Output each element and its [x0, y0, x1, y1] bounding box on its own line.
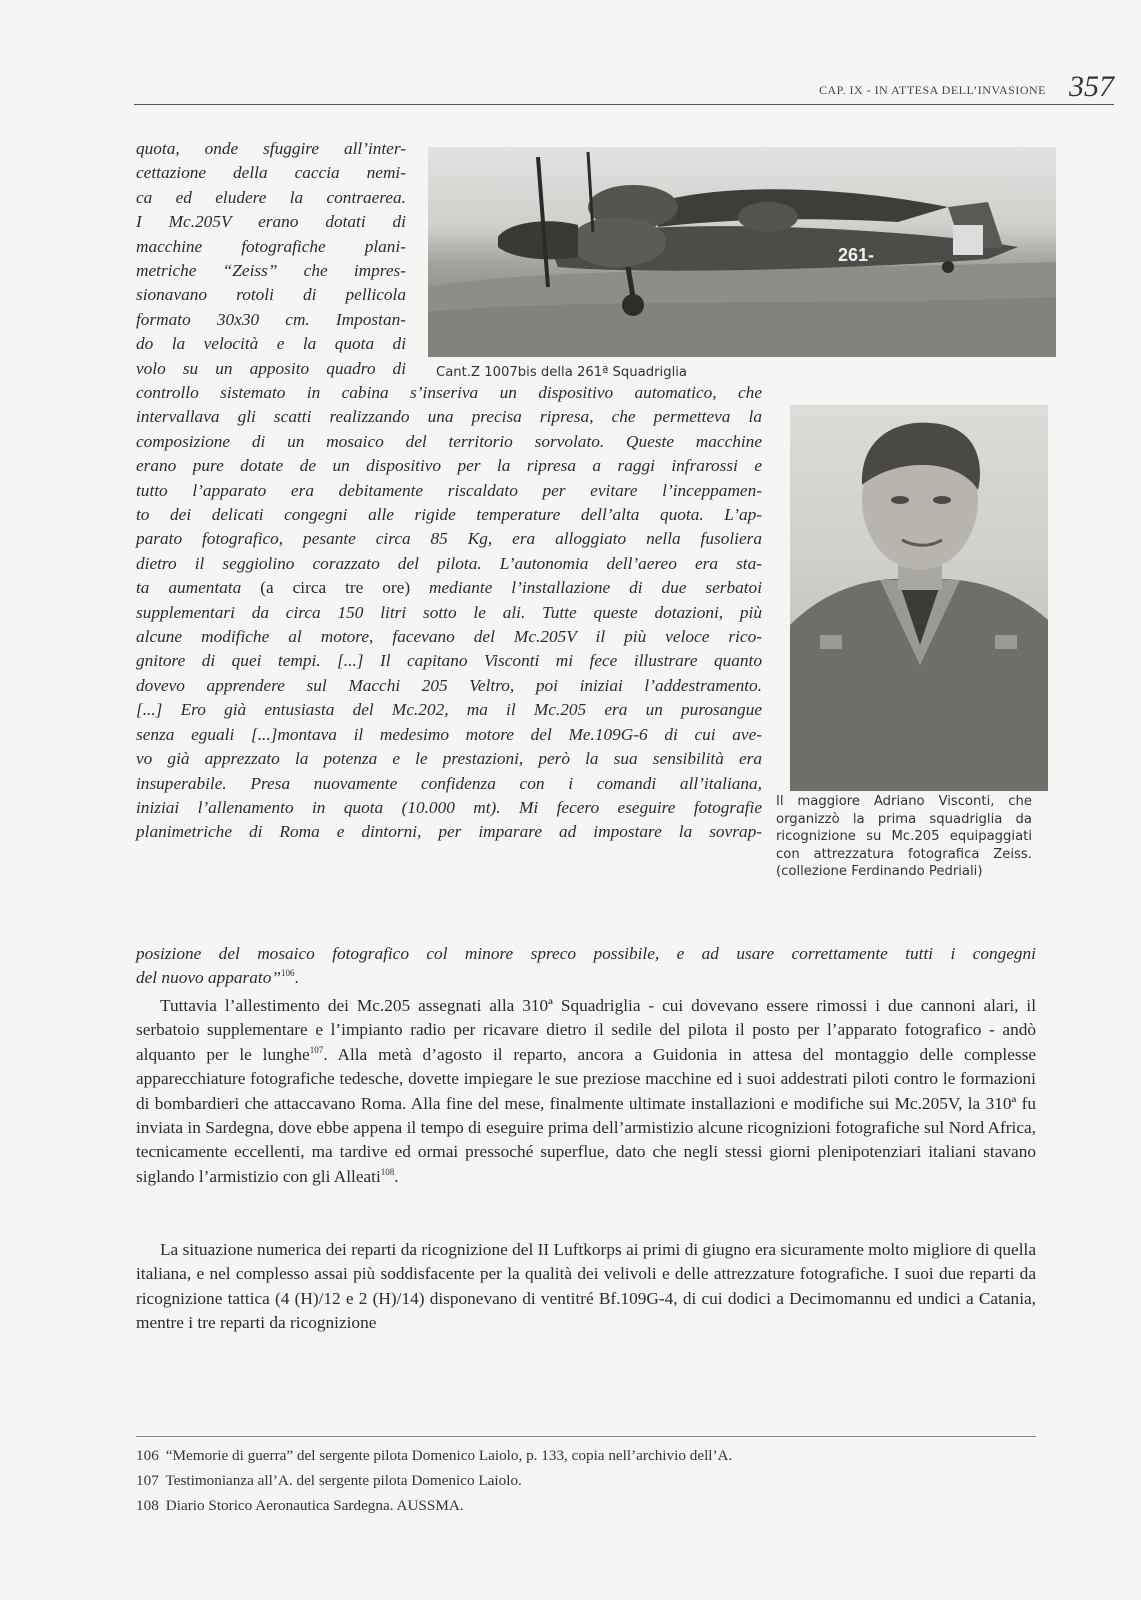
page-number: 357: [1069, 70, 1114, 103]
aircraft-photo-caption: Cant.Z 1007bis della 261ª Squadriglia: [436, 365, 687, 380]
footnote-ref-107[interactable]: 107: [309, 1044, 324, 1055]
footnote-107: 107 Testimonianza all’A. del sergente pilota Domenico Laiolo.: [136, 1472, 522, 1489]
portrait-photo-caption: Il maggiore Adriano Visconti, che organizzò la prima squadriglia da ricognizione su Mc.205 equipaggiati con attrezzatura fotografica Zeiss. (collezione Ferdinando Pedriali): [776, 794, 1032, 879]
footnote-ref-106[interactable]: 106: [280, 968, 295, 979]
aircraft-photo: [428, 147, 1056, 357]
quote-line-mixed: ta aumentata (a circa tre ore) mediante l’installazione di due serbatoi: [136, 578, 763, 598]
aircraft-marking: 261-: [838, 245, 875, 265]
quote-bottom-block: posizione del mosaico fotografico col minore spreco possibile, e ad usare correttamente tutti i congegni del nuovo apparato”$^{106}$.: [136, 942, 1036, 991]
running-title: CAP. IX - IN ATTESA DELL’INVASIONE: [818, 83, 1046, 97]
body-paragraph-2: La situazione numerica dei reparti da ricognizione del II Luftkorps ai primi di giugno era sicuramente molto migliore di quella italiana, e nel complesso assai più soddisfacente per la qualità dei velivoli e delle attrezzature fotografiche. I suoi due reparti da ricognizione tattica (4 (H)/12 e 2 (H)/14) disponevano di ventitré Bf.109G-4, di cui dodici a Decimomannu ed undici a Catania, mentre i tre reparti da ricognizione: [136, 1240, 1036, 1333]
footnotes: [136, 1436, 1036, 1518]
quote-last-line: del nuovo apparato”$^{106}$.: [136, 968, 299, 988]
footnote-108: 108 Diario Storico Aeronautica Sardegna. AUSSMA.: [136, 1497, 464, 1514]
quote-top-block: quota, onde sfuggire all’inter- cettazione della caccia nemi- ca ed eludere la contraerea. I Mc.205V erano dotati di macchine fotografiche plani- metriche “Zeiss” che impres- sionavano rotoli di pellicola formato 30x30 cm. Impostan- do la velocità e la quota di volo su un apposito quadro di: [136, 139, 406, 378]
quote-middle-block: controllo sistemato in cabina s’inseriva un dispositivo automatico, che intervallava gli scatti realizzando una precisa ripresa, che permetteva la composizione di un mosaico del territorio sorvolato. Queste macchine erano pure dotate de un dispositivo per la ripresa a raggi infrarossi e tutto l’apparato era debitamente riscaldato per evitare l’inceppamen- to dei delicati congegni alle rigide temperature dell’alta quota. L’ap- parato fotografico, pesante circa 85 Kg, era alloggiato nella fusoliera dietro il seggiolino corazzato del pilota. L’autonomia dell’aereo era sta- ta aumentata (a circa tre ore) mediante l’installazione di due serbatoi supplementari da circa 150 litri sotto le ali. Tutte queste dotazioni, più alcune modifiche al motore, facevano del Mc.205V il più veloce rico- gnitore di quei tempi. [...] Il capitano Visconti mi fece illustrare quanto dovevo apprendere sul Macchi 205 Veltro, poi iniziai l’addestramento. [...] Ero già entusiasta del Mc.202, ma il Mc.205 era un purosangue senza eguali [...]montava il medesimo motore del Me.109G-6 di cui ave- vo già apprezzato la potenza e le prestazioni, però la sua sensibilità era insuperabile. Presa nuovamente confidenza con i comandi all’italiana, iniziai l’allenamento in quota (10.000 mt). Mi fecero eseguire fotografie planimetriche di Roma e dintorni, per imparare ad impostare la sovrap-: [136, 383, 763, 842]
footnote-ref-108[interactable]: 108: [380, 1166, 395, 1177]
footnote-106: 106 “Memorie di guerra” del sergente pilota Domenico Laiolo, p. 133, copia nell’archivio dell’A.: [136, 1447, 733, 1464]
aircraft-illustration: [428, 147, 1056, 357]
portrait-photo: [790, 405, 1048, 791]
portrait-illustration: [790, 405, 1048, 791]
page-header: [134, 58, 1114, 105]
body-paragraph-1: Tuttavia l’allestimento dei Mc.205 assegnati alla 310ª Squadriglia - cui dovevano essere rimossi i due cannoni alari, il serbatoio supplementare e l’impianto radio per ricavare dietro il sedile del pilota il posto per l’apparato fotografico - andò alquanto per le lunghe$^{107}$. Alla metà d’agosto il reparto, ancora a Guidonia in attesa del montaggio delle complesse apparecchiature fotografiche tedesche, dovette impiegare le sue preziose macchine ed i suoi addestrati piloti contro le formazioni di bombardieri che attaccavano Roma. Alla fine del mese, finalmente ultimate installazioni e modifiche sui Mc.205V, la 310ª fu inviata in Sardegna, dove ebbe appena il tempo di eseguire prima dell’armistizio alcune ricognizioni fotografiche sul Nord Africa, tecnicamente eccellenti, ma tardive ed ormai pressoché superflue, dato che negli stessi giorni plenipotenziari italiani stavano siglando l’armistizio con gli Alleati$^{108}$.: [136, 996, 1036, 1186]
